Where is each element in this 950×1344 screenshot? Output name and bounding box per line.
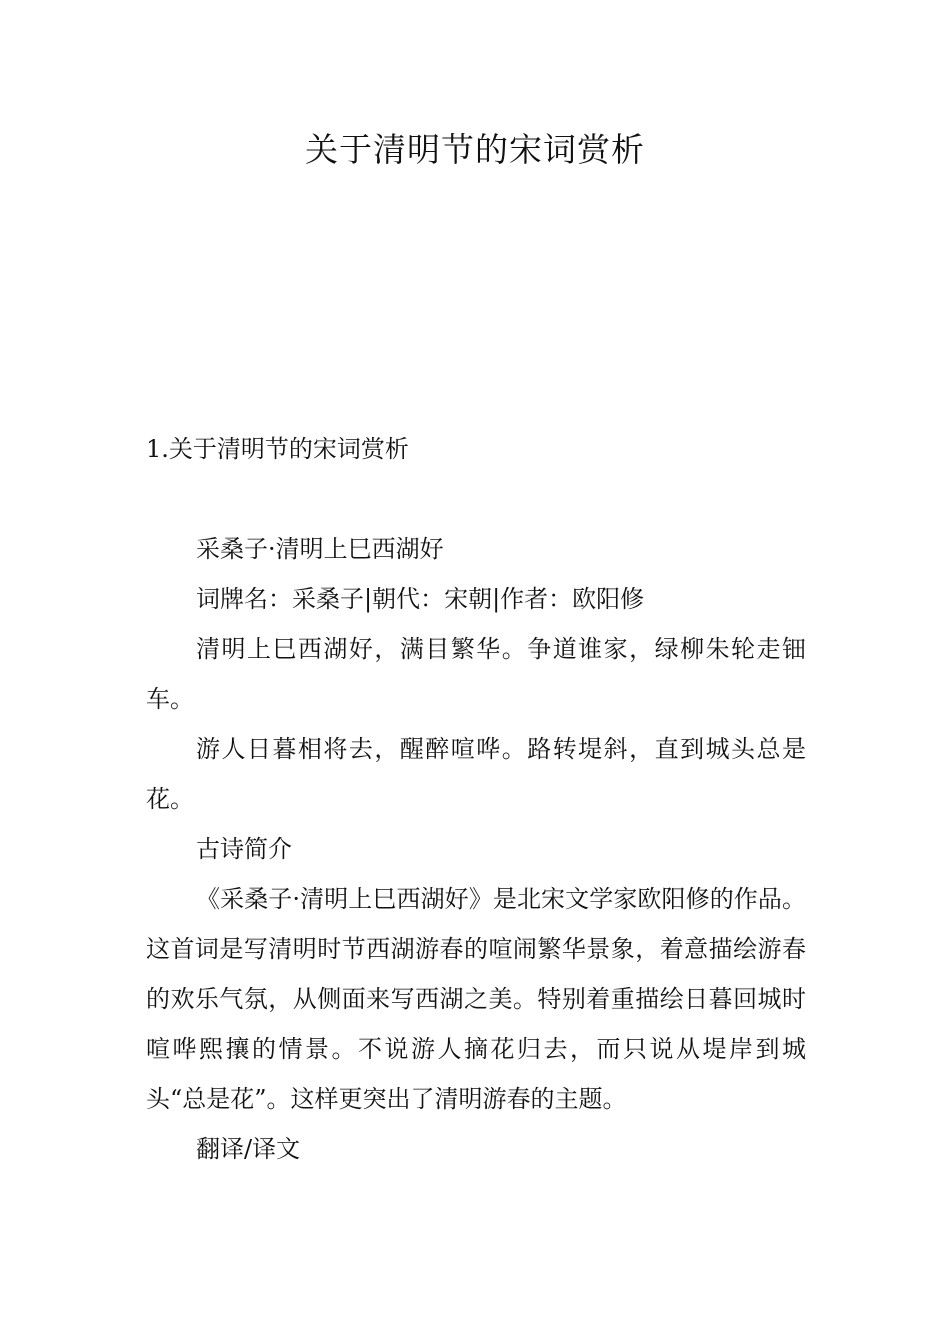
poem-title: 采桑子·清明上巳西湖好 (196, 535, 444, 563)
poem-meta: 词牌名：采桑子|朝代：宋朝|作者：欧阳修 (196, 585, 645, 613)
translation-heading: 翻译/译文 (196, 1135, 301, 1163)
poem-line-2: 游人日暮相将去，醒醉喧哗。路转堤斜，直到城头总是花。 (146, 735, 806, 813)
document-body (146, 524, 806, 1174)
intro-paragraph: 《采桑子·清明上巳西湖好》是北宋文学家欧阳修的作品。这首词是写清明时节西湖游春的喧闹繁华景象，着意描绘游春的欢乐气氛，从侧面来写西湖之美。特别着重描绘日暮回城时喧哗熙攘的情景。不说游人摘花归去，而只说从堤岸到城头“总是花”。这样更突出了清明游春的主题。 (146, 885, 806, 1113)
poem-line-1: 清明上巳西湖好，满目繁华。争道谁家，绿柳朱轮走钿车。 (146, 635, 806, 713)
section-heading: 1.关于清明节的宋词赏析 (146, 435, 409, 463)
document-title: 关于清明节的宋词赏析 (305, 130, 645, 169)
intro-heading: 古诗简介 (196, 835, 292, 863)
